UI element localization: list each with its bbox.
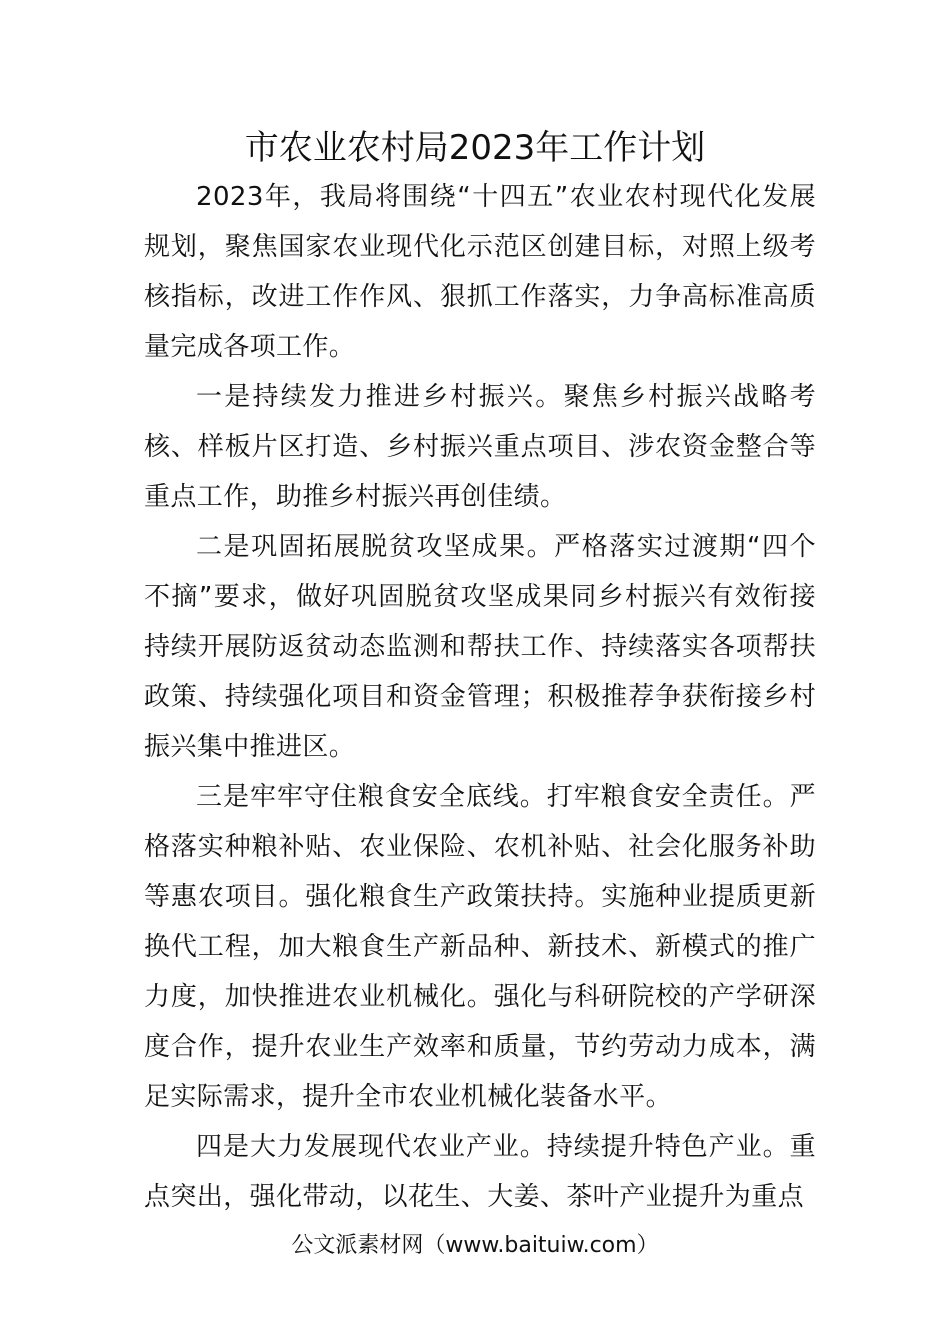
footer-source: 公文派素材网（www.baituiw.com） [291,1233,659,1258]
paragraph-intro: 2023年，我局将围绕“十四五”农业农村现代化发展规划，聚焦国家农业现代化示范区创建目标，对照上级考核指标，改进工作作风、狠抓工作落实，力争高标准高质量完成各项工作。 [144,182,816,362]
paragraph-modern-agriculture: 四是大力发展现代农业产业。持续提升特色产业。重点突出，强化带动，以花生、大姜、茶叶产业提升为重点 [144,1132,816,1212]
paragraph-food-security: 三是牢牢守住粮食安全底线。打牢粮食安全责任。严格落实种粮补贴、农业保险、农机补贴、社会化服务补助等惠农项目。强化粮食生产政策扶持。实施种业提质更新换代工程，加大粮食生产新品种、新技术、新模式的推广力度，加快推进农业机械化。强化与科研院校的产学研深度合作，提升农业生产效率和质量，节约劳动力成本，满足实际需求，提升全市农业机械化装备水平。 [144,782,816,1112]
document-body [144,172,816,1222]
paragraph-rural-revitalization: 一是持续发力推进乡村振兴。聚焦乡村振兴战略考核、样板片区打造、乡村振兴重点项目、涉农资金整合等重点工作，助推乡村振兴再创佳绩。 [144,382,816,512]
paragraph-poverty-alleviation: 二是巩固拓展脱贫攻坚成果。严格落实过渡期“四个不摘”要求，做好巩固脱贫攻坚成果同乡村振兴有效衔接持续开展防返贫动态监测和帮扶工作、持续落实各项帮扶政策、持续强化项目和资金管理；积极推荐争获衔接乡村振兴集中推进区。 [144,532,816,762]
document-title: 市农业农村局2023年工作计划 [244,128,706,168]
